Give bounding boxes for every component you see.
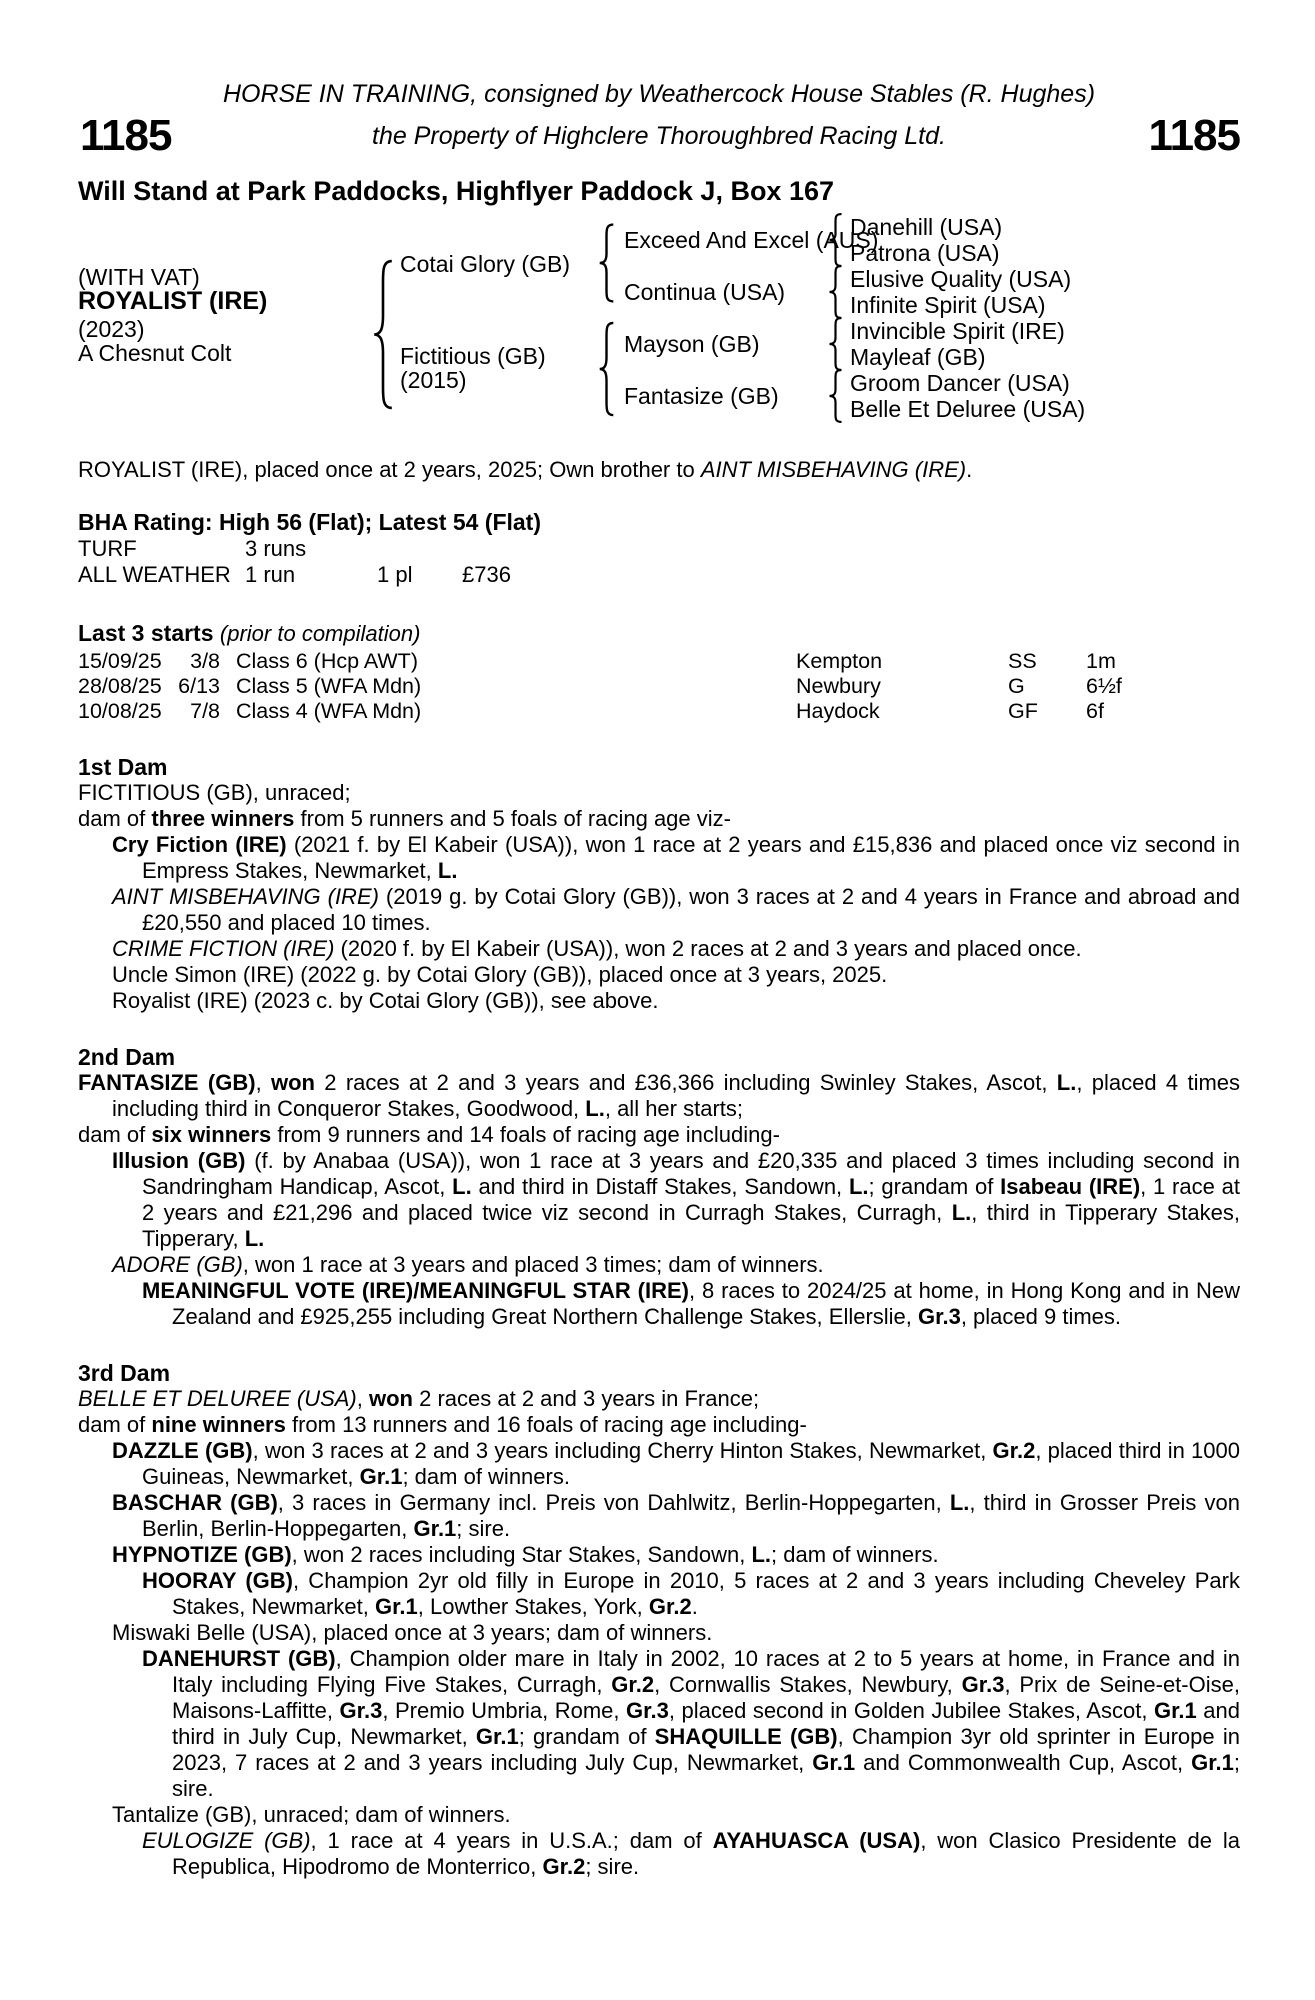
start-row bbox=[78, 649, 1240, 674]
race-date: 10/08/25 bbox=[78, 699, 162, 723]
stand-location-line: Will Stand at Park Paddocks, Highflyer Paddock J, Box 167 bbox=[78, 176, 834, 206]
race-class: Class 6 (Hcp AWT) bbox=[236, 649, 418, 673]
pedigree-paragraph: ADORE (GB), won 1 race at 3 years and placed 3 times; dam of winners. bbox=[112, 1252, 824, 1277]
pedigree-chart bbox=[78, 215, 1240, 427]
pedigree-paragraph: HOORAY (GB), Champion 2yr old filly in Europe in 2010, 5 races at 2 and 3 years including Cheveley Park Stakes, Newmarket, Gr.1, Lowther Stakes, York, Gr.2. bbox=[142, 1568, 1240, 1619]
starts-count: 1 run bbox=[245, 562, 296, 587]
race-distance: 1m bbox=[1086, 649, 1116, 673]
pedigree-paragraph: Cry Fiction (IRE) (2021 f. by El Kabeir (USA)), won 1 race at 2 years and £15,836 and placed once viz second in Empress Stakes, Newmarket, L. bbox=[112, 832, 1241, 883]
pedigree-brace-icon bbox=[372, 258, 394, 411]
earnings-value bbox=[462, 536, 1240, 562]
pedigree-paragraph: BASCHAR (GB), 3 races in Germany incl. Preis von Dahlwitz, Berlin-Hoppegarten, L., third in Grosser Preis von Berlin, Berlin-Hoppegarten, Gr.1; sire. bbox=[112, 1490, 1240, 1541]
first-dam-section bbox=[78, 754, 1240, 1014]
great-grandparent-name: Mayleaf (GB) bbox=[850, 344, 986, 370]
start-row bbox=[78, 699, 1240, 724]
horse-year: (2023) bbox=[78, 316, 145, 342]
great-grandparent-name: Patrona (USA) bbox=[850, 240, 1000, 266]
placings-count: 1 pl bbox=[377, 562, 413, 587]
finish-position: 7/8 bbox=[190, 699, 220, 723]
pedigree-brace-icon bbox=[828, 317, 843, 371]
great-grandparent-name: Danehill (USA) bbox=[850, 214, 1003, 240]
surface-label: TURF bbox=[78, 536, 137, 561]
pedigree-paragraph: CRIME FICTION (IRE) (2020 f. by El Kabeir (USA)), won 2 races at 2 and 3 years and placed once. bbox=[112, 936, 1082, 961]
pedigree-paragraph: dam of nine winners from 13 runners and 16 foals of racing age including- bbox=[78, 1412, 807, 1437]
granddam-name: Continua (USA) bbox=[624, 279, 786, 305]
second-dam-section bbox=[78, 1044, 1240, 1330]
pedigree-brace-icon bbox=[828, 265, 843, 319]
vat-note: (WITH VAT) bbox=[78, 264, 200, 290]
pedigree-paragraph: Tantalize (GB), unraced; dam of winners. bbox=[112, 1802, 511, 1827]
going-code: SS bbox=[1008, 649, 1037, 673]
race-date: 28/08/25 bbox=[78, 674, 162, 698]
grandsire-name: Mayson (GB) bbox=[624, 331, 760, 357]
section-heading: 2nd Dam bbox=[78, 1044, 176, 1070]
starts-count: 3 runs bbox=[245, 536, 307, 561]
going-code: G bbox=[1008, 674, 1025, 698]
bha-row-turf bbox=[78, 536, 1240, 562]
pedigree-paragraph: AINT MISBEHAVING (IRE) (2019 g. by Cotai Glory (GB)), won 3 races at 2 and 4 years in France and abroad and £20,550 and placed 10 times. bbox=[112, 884, 1240, 935]
granddam-name: Fantasize (GB) bbox=[624, 383, 779, 409]
pedigree-brace-icon bbox=[828, 369, 843, 423]
pedigree-paragraph: dam of three winners from 5 runners and 5 foals of racing age viz- bbox=[78, 806, 731, 831]
last-starts-title-note: (prior to compilation) bbox=[219, 621, 421, 646]
surface-label: ALL WEATHER bbox=[78, 562, 231, 587]
pedigree-paragraph: MEANINGFUL VOTE (IRE)/MEANINGFUL STAR (IRE), 8 races to 2024/25 at home, in Hong Kong and in New Zealand and £925,255 including Great Northern Challenge Stakes, Ellerslie, Gr.3, placed 9 times. bbox=[142, 1278, 1240, 1329]
horse-description: A Chesnut Colt bbox=[78, 340, 232, 366]
pedigree-paragraph: DAZZLE (GB), won 3 races at 2 and 3 years including Cherry Hinton Stakes, Newmarket, Gr.2, placed third in 1000 Guineas, Newmarket, Gr.1; dam of winners. bbox=[112, 1438, 1240, 1489]
pedigree-paragraph: BELLE ET DELUREE (USA), won 2 races at 2 and 3 years in France; bbox=[78, 1386, 760, 1411]
finish-position: 6/13 bbox=[178, 674, 220, 698]
pedigree-paragraph: EULOGIZE (GB), 1 race at 4 years in U.S.A.; dam of AYAHUASCA (USA), won Clasico Presidente de la Republica, Hipodromo de Monterrico, Gr.2; sire. bbox=[142, 1828, 1240, 1879]
section-heading: 3rd Dam bbox=[78, 1360, 171, 1386]
section-heading: 1st Dam bbox=[78, 754, 168, 780]
bha-rating-block bbox=[78, 509, 1240, 588]
dam-name: Fictitious (GB) bbox=[400, 343, 546, 369]
earnings-value: £736 bbox=[462, 562, 511, 587]
last-starts-block bbox=[78, 620, 1240, 724]
race-distance: 6½f bbox=[1086, 674, 1122, 698]
pedigree-brace-icon bbox=[598, 223, 615, 303]
race-class: Class 5 (WFA Mdn) bbox=[236, 674, 422, 698]
bha-rating-title: BHA Rating: High 56 (Flat); Latest 54 (Flat) bbox=[78, 509, 541, 535]
race-distance: 6f bbox=[1086, 699, 1104, 723]
race-summary-line: ROYALIST (IRE), placed once at 2 years, 2025; Own brother to AINT MISBEHAVING (IRE). bbox=[78, 457, 973, 482]
pedigree-paragraph: Uncle Simon (IRE) (2022 g. by Cotai Glory (GB)), placed once at 3 years, 2025. bbox=[112, 962, 888, 987]
racecourse: Newbury bbox=[796, 674, 881, 698]
racecourse: Kempton bbox=[796, 649, 883, 673]
racecourse: Haydock bbox=[796, 699, 880, 723]
pedigree-paragraph: dam of six winners from 9 runners and 14 foals of racing age including- bbox=[78, 1122, 780, 1147]
horse-name: ROYALIST (IRE) bbox=[78, 287, 268, 315]
pedigree-paragraph: HYPNOTIZE (GB), won 2 races including Star Stakes, Sandown, L.; dam of winners. bbox=[112, 1542, 939, 1567]
pedigree-paragraph: FANTASIZE (GB), won 2 races at 2 and 3 years and £36,366 including Swinley Stakes, Ascot, L., placed 4 times including third in Conqueror Stakes, Goodwood, L., all her starts; bbox=[78, 1070, 1241, 1121]
race-class: Class 4 (WFA Mdn) bbox=[236, 699, 422, 723]
dam-year: (2015) bbox=[400, 367, 467, 393]
great-grandparent-name: Belle Et Deluree (USA) bbox=[850, 396, 1086, 422]
lot-number-right: 1185 bbox=[1148, 111, 1240, 160]
pedigree-paragraph: DANEHURST (GB), Champion older mare in Italy in 2002, 10 races at 2 to 5 years at home, in France and in Italy including Flying Five Stakes, Curragh, Gr.2, Cornwallis Stakes, Newbury, Gr.3, Prix de Seine-et-Oise, Maisons-Laffitte, Gr.3, Premio Umbria, Rome, Gr.3, placed second in Golden Jubilee Stakes, Ascot, Gr.1 and third in July Cup, Newmarket, Gr.1; grandam of SHAQUILLE (GB), Champion 3yr old sprinter in Europe in 2023, 7 races at 2 and 3 years including July Cup, Newmarket, Gr.1 and Commonwealth Cup, Ascot, Gr.1; sire. bbox=[142, 1646, 1241, 1801]
sire-name: Cotai Glory (GB) bbox=[400, 251, 570, 277]
pedigree-paragraph: Miswaki Belle (USA), placed once at 3 years; dam of winners. bbox=[112, 1620, 713, 1645]
race-date: 15/09/25 bbox=[78, 649, 162, 673]
pedigree-brace-icon bbox=[828, 213, 843, 267]
last-starts-title bbox=[78, 620, 1240, 647]
last-starts-title-bold: Last 3 starts bbox=[78, 620, 214, 646]
bha-row-all-weather bbox=[78, 562, 1240, 588]
great-grandparent-name: Groom Dancer (USA) bbox=[850, 370, 1070, 396]
great-grandparent-name: Elusive Quality (USA) bbox=[850, 266, 1072, 292]
pedigree-paragraph: Royalist (IRE) (2023 c. by Cotai Glory (GB)), see above. bbox=[112, 988, 659, 1013]
going-code: GF bbox=[1008, 699, 1038, 723]
pedigree-paragraph: FICTITIOUS (GB), unraced; bbox=[78, 780, 351, 805]
grandsire-name: Exceed And Excel (AUS) bbox=[624, 227, 879, 253]
great-grandparent-name: Invincible Spirit (IRE) bbox=[850, 318, 1065, 344]
consignor-line: HORSE IN TRAINING, consigned by Weathercock House Stables (R. Hughes) bbox=[222, 80, 1096, 108]
finish-position: 3/8 bbox=[190, 649, 220, 673]
start-row bbox=[78, 674, 1240, 699]
pedigree-brace-icon bbox=[598, 321, 615, 417]
placings-count bbox=[377, 536, 462, 562]
lot-number-left: 1185 bbox=[80, 111, 172, 160]
pedigree-paragraph: Illusion (GB) (f. by Anabaa (USA)), won 1 race at 3 years and £20,335 and placed 3 times including second in Sandringham Handicap, Ascot, L. and third in Distaff Stakes, Sandown, L.; grandam of Isabeau (IRE), 1 race at 2 years and £21,296 and placed twice viz second in Curragh Stakes, Curragh, L., third in Tipperary Stakes, Tipperary, L. bbox=[112, 1148, 1241, 1251]
property-line: the Property of Highclere Thoroughbred Racing Ltd. bbox=[372, 122, 946, 150]
great-grandparent-name: Infinite Spirit (USA) bbox=[850, 292, 1046, 318]
lot-row bbox=[78, 112, 1240, 162]
third-dam-section bbox=[78, 1360, 1240, 1880]
